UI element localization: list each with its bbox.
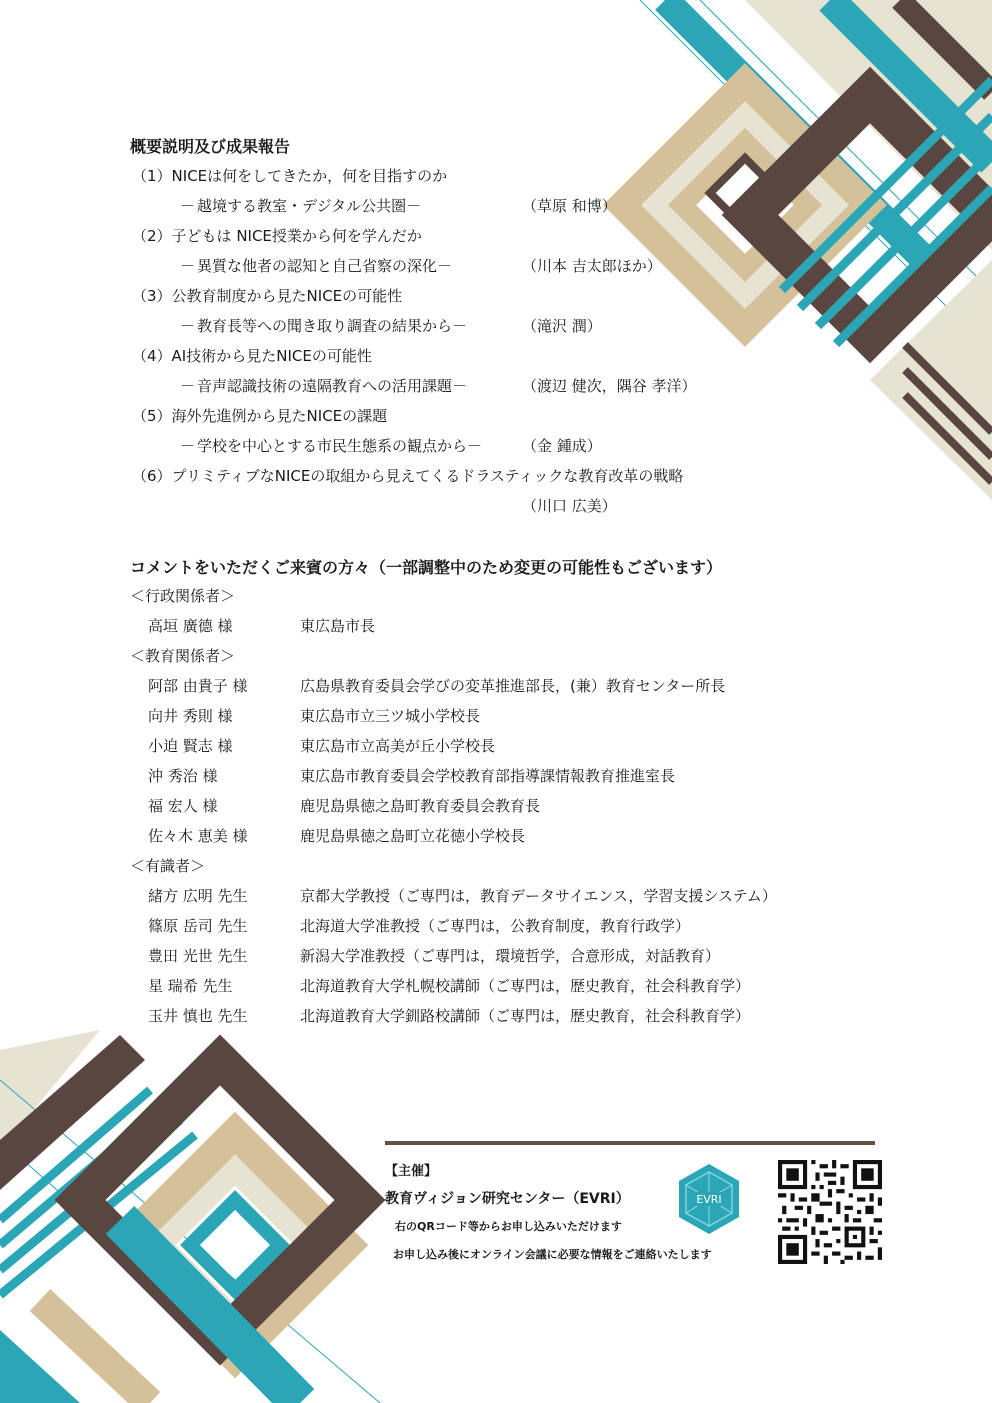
guest-name: 向井 秀則 様 [148,707,233,725]
guest-role: 鹿児島県徳之島町立花徳小学校長 [300,827,526,845]
list-item [132,405,387,426]
guest-name: 阿部 由貴子 様 [148,677,248,695]
list-item [132,165,447,186]
item-subtitle: 越境する教室・デジタル公共圏 [197,197,407,215]
item-presenter: （草原 和博） [522,197,617,215]
item-subtitle: 音声認識技術の遠隔教育への活用課題 [197,377,453,395]
organizer-label: 【主催】 [385,1164,438,1179]
item-title: 子どもは NICE授業から何を学んだか [171,227,422,245]
bottom-left-decoration [0,1030,380,1403]
guest-name: 玉井 慎也 先生 [148,1007,248,1025]
group-label: ＜有識者＞ [130,857,206,875]
item-number: （1） [132,167,172,185]
qr-code-icon[interactable] [778,1160,882,1264]
guest-name: 高垣 廣德 様 [148,617,233,635]
item-number: （5） [132,407,172,425]
item-subtitle: 教育長等への聞き取り調査の結果から [197,317,453,335]
guest-role: 東広島市立三ツ城小学校長 [300,707,481,725]
item-number: （6） [132,467,172,485]
top-right-decoration [630,0,992,500]
list-item-subtitle: － 教育長等への聞き取り調査の結果から－ [180,317,468,335]
list-item [132,345,372,366]
item-presenter: （滝沢 潤） [522,317,602,335]
list-item-subtitle: － 越境する教室・デジタル公共圏－ [180,197,422,215]
list-item-subtitle: － 音声認識技術の遠隔教育への活用課題－ [180,377,468,395]
guest-role: 新潟大学准教授（ご専門は，環境哲学，合意形成，対話教育） [300,947,721,965]
guest-name: 福 宏人 様 [148,797,218,815]
group-label: ＜行政関係者＞ [130,587,236,605]
item-subtitle: 学校を中心とする市民生態系の観点から [197,437,468,455]
guests-title: コメントをいただくご来賓の方々（一部調整中のため変更の可能性もございます） [130,558,723,577]
guest-name: 篠原 岳司 先生 [148,917,248,935]
item-number: （4） [132,347,172,365]
logo-text: EVRI [696,1193,722,1206]
item-presenter: （川本 吉太郎ほか） [522,257,662,275]
item-number: （3） [132,287,172,305]
signup-note: 右のQRコード等からお申し込みいただけます [395,1220,622,1233]
guest-role: 東広島市立高美が丘小学校長 [300,737,496,755]
guest-role: 北海道教育大学釧路校講師（ご専門は，歴史教育，社会科教育学） [300,1007,751,1025]
guest-role: 北海道大学准教授（ご専門は，公教育制度，教育行政学） [300,917,691,935]
guest-name: 星 瑞希 先生 [148,977,233,995]
item-title: 海外先進例から見たNICEの課題 [171,407,388,425]
guest-name: 小迫 賢志 様 [148,737,233,755]
footer-divider [385,1141,875,1145]
item-presenter: （金 鍾成） [522,437,602,455]
overview-title: 概要説明及び成果報告 [130,137,291,156]
guest-name: 緒方 広明 先生 [148,887,248,905]
item-number: （2） [132,227,172,245]
guest-role: 鹿児島県徳之島町教育委員会教育長 [300,797,541,815]
item-presenter: （渡辺 健次，隅谷 孝洋） [522,377,697,395]
item-title: NICEは何をしてきたか，何を目指すのか [171,167,448,185]
list-item-subtitle: － 異質な他者の認知と自己省察の深化－ [180,257,453,275]
guest-name: 佐々木 恵美 様 [148,827,248,845]
list-item [132,225,422,246]
list-item-subtitle: － 学校を中心とする市民生態系の観点から－ [180,437,483,455]
list-item [132,465,683,486]
item-title: プリミティブなNICEの取組から見えてくるドラスティックな教育改革の戦略 [171,467,684,485]
guest-role: 東広島市長 [300,617,376,635]
guest-role: 北海道教育大学札幌校講師（ご専門は，歴史教育，社会科教育学） [300,977,751,995]
item-title: AI技術から見たNICEの可能性 [171,347,372,365]
item-subtitle: 異質な他者の認知と自己省察の深化 [197,257,438,275]
organizer-name: 教育ヴィジョン研究センター（EVRI） [385,1191,630,1207]
item-presenter: （川口 広美） [522,497,617,515]
item-title: 公教育制度から見たNICEの可能性 [171,287,403,305]
group-label: ＜教育関係者＞ [130,647,236,665]
guest-name: 豊田 光世 先生 [148,947,248,965]
guest-role: 京都大学教授（ご専門は，教育データサイエンス，学習支援システム） [300,887,777,905]
guest-name: 沖 秀治 様 [148,767,218,785]
guest-role: 広島県教育委員会学びの変革推進部長，(兼）教育センター所長 [300,677,726,695]
evri-logo [676,1162,742,1236]
guest-role: 東広島市教育委員会学校教育部指導課情報教育推進室長 [300,767,676,785]
contact-note: お申し込み後にオンライン会議に必要な情報をご連絡いたします [393,1248,712,1261]
list-item [132,285,402,306]
